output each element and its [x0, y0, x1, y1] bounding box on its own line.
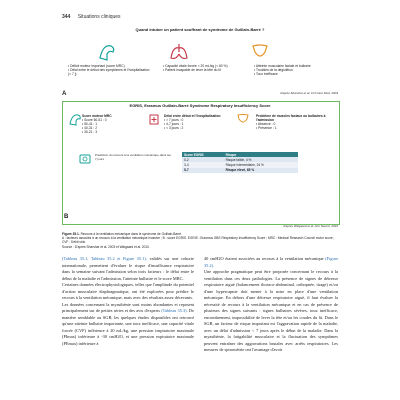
table-header: Risque — [225, 152, 237, 157]
panel-a-label: A — [62, 91, 67, 97]
table-cell: Risque faible, 4 % — [225, 157, 252, 162]
table-cell: Risque intermédiaire, 24 % — [225, 162, 264, 167]
col2-item: • < 3 jours : 2 — [164, 126, 184, 130]
tongue-icon — [253, 45, 267, 56]
caption-number: Figure 35.1. — [62, 232, 80, 236]
panel-a-item-1: • Déficit moteur important (score MRC) • Délai entre le début des symptômes et l'hospitalisation (< 7 j) — [68, 64, 150, 76]
col1-item: • 30-21 : 3 — [82, 130, 98, 134]
panel-a-item-3: • Atteinte musculaire faciale et bulbaire • Troubles de la déglutition • Toux inefficace — [254, 64, 311, 76]
caption-source: Source : D'après Sharshar et al. 2003 et Walgaard et al. 2010. — [62, 244, 150, 249]
body-column-right — [204, 256, 338, 394]
prediction-text: Prédiction du recours à la ventilation mécanique dans les 7 jours — [95, 153, 171, 161]
running-header — [62, 14, 121, 20]
body-text: Une approche pragmatique peut être proposée concernant le recours à la ventilation dans ces deux pathologies. La présence de signes de détresse respiratoire aiguë (balancement thoraco-abdominal, orthopnée, tirage) et/ou d'une hypercapnie doit mener à la mise en place d'une ventilation mécanique. En dehors d'une détresse respiratoire aiguë, il faut évaluer la nécessité de recours à la ventilation mécanique et en cas de présence de plusieurs des signes suivants : signes bulbaires sévères, toux inefficace, encombrement, impossibilité de lever la tête et/ou les coudes du lit. Dans le SGB, un facteur de risque important est l'aggravation rapide de la maladie, avec un délai d'admission < 7 jours après le début de la maladie. Dans la myasthénie, la fatigabilité musculaire et la fluctuation des symptômes peuvent entraîner des aggravations brutales avec arrêts respiratoires. Les mesures de spirométrie ont l'avantage d'avoir — [204, 269, 338, 352]
panel-a-question: Quand intuber un patient souffrant de syndrome de Guillain-Barré ? — [135, 27, 265, 32]
panel-a-icons — [95, 40, 315, 64]
body-text: validés sur une cohorte internationale, permettent d'évaluer le risque d'insuffisance respiratoire dans la semaine suivant l'admission selon trois facteurs : le délai entre le début de la maladie et l'admission, l'atteinte bulbaire et le score MRC. — [62, 256, 194, 281]
table-cell: 3-4 — [184, 162, 189, 167]
body-text: 40 cmH2O étaient associées au recours à la ventilation mécanique — [204, 256, 326, 261]
table-cell: Risque élevé, 65 % — [225, 168, 255, 173]
panel-b-title: EGRIS, Erasmus Guillain-Barré Syndrome Respiratory Insufficiency Score — [129, 103, 271, 108]
lungs-icon — [171, 44, 187, 59]
caption-title: Recours à la ventilation mécanique dans le syndrome de Guillain-Barré. — [80, 232, 182, 236]
panel-b-col3 — [256, 114, 336, 130]
muscle-icon — [100, 46, 114, 60]
col3-item: • Présence : 1 — [256, 126, 277, 130]
col3-title: Problème de muscles faciaux ou bulbaires à l'admission — [256, 114, 326, 122]
ventilator-icon — [78, 152, 94, 166]
cross-reference-link[interactable]: (Tableau 35.1, Tableau 35.2 et Figure 35.1), — [62, 256, 147, 261]
panel-a-item-2: • Capacité vitale forcée < 20 mL/kg (< 60 %) • Patient incapable de lever la tête du lit — [163, 64, 228, 72]
cross-reference-link[interactable]: (Tableau 35.3). — [161, 308, 188, 313]
figure-caption — [62, 232, 338, 249]
table-header: Score EGRIS — [184, 152, 204, 157]
table-cell: 5-7 — [184, 168, 189, 173]
col1-item: • 50-41 : 1 — [82, 122, 98, 126]
caption-description: A : facteurs associés à un recours à la ventilation mécanique invasive ; B : score EGRIS. EGRIS : Erasmus GBS Respiratory Insufficiency Score ; MRC : Medical Research Council motor score ; CVF : Débit vélo. — [62, 236, 335, 245]
table-cell: 0-2 — [184, 157, 189, 162]
body-text: Certaines données électrophysiologiques, telles que l'amplitude du potentiel d'action musculaire diaphragmatique, ont été explorées pour prédire le recours à la ventilation mécanique, mais avec des résultats assez décevants. — [62, 282, 194, 300]
body-text: Les données concernant la myasthénie sont moins abondantes et reposent principalement sur de petites séries et des avis d'experts — [62, 301, 194, 313]
panel-a-source: d'après Sharshar et al. Crit Care Med, 2003 — [280, 91, 338, 95]
col1-title: Score moteur MRC — [82, 114, 112, 118]
page-number: 344 — [62, 14, 71, 20]
col2-item: • 4-7 jours : 1 — [164, 122, 184, 126]
running-title: Situations cliniques — [77, 14, 121, 20]
egris-table — [182, 152, 298, 173]
col2-title: Délai entre début et l'hospitalisation — [164, 114, 221, 118]
col1-item: • Score 60-51 : 0 — [82, 118, 107, 122]
panel-b-col1 — [82, 114, 162, 134]
panel-b-col2 — [164, 114, 246, 130]
cross-reference-link[interactable]: (Figure 35.2). — [204, 256, 338, 268]
figure-panel-a — [62, 27, 338, 32]
body-text: De manière semblable au SGB, les quelques études disponibles ont retrouvé qu'une atteinte bulbaire importante, une toux inefficace, une capacité vitale forcée (CVF) inférieure à 20 mL/kg, une pression inspiratoire maximale (PImax) inférieure à -30 cmH2O, et une pression expiratoire maximale (PEmax) inférieure à — [62, 308, 194, 346]
col1-item: • 40-31 : 2 — [82, 126, 98, 130]
muscle-icon — [70, 115, 80, 125]
body-column-left — [62, 256, 194, 394]
table-row — [182, 168, 298, 173]
col2-item: • > 7 jours : 0 — [164, 118, 184, 122]
panel-b-label: B — [64, 214, 69, 220]
col3-item: • Absence : 0 — [256, 122, 276, 126]
panel-b-source: d'après Walgaard et al. Ann Neurol, 2010 — [283, 224, 338, 228]
